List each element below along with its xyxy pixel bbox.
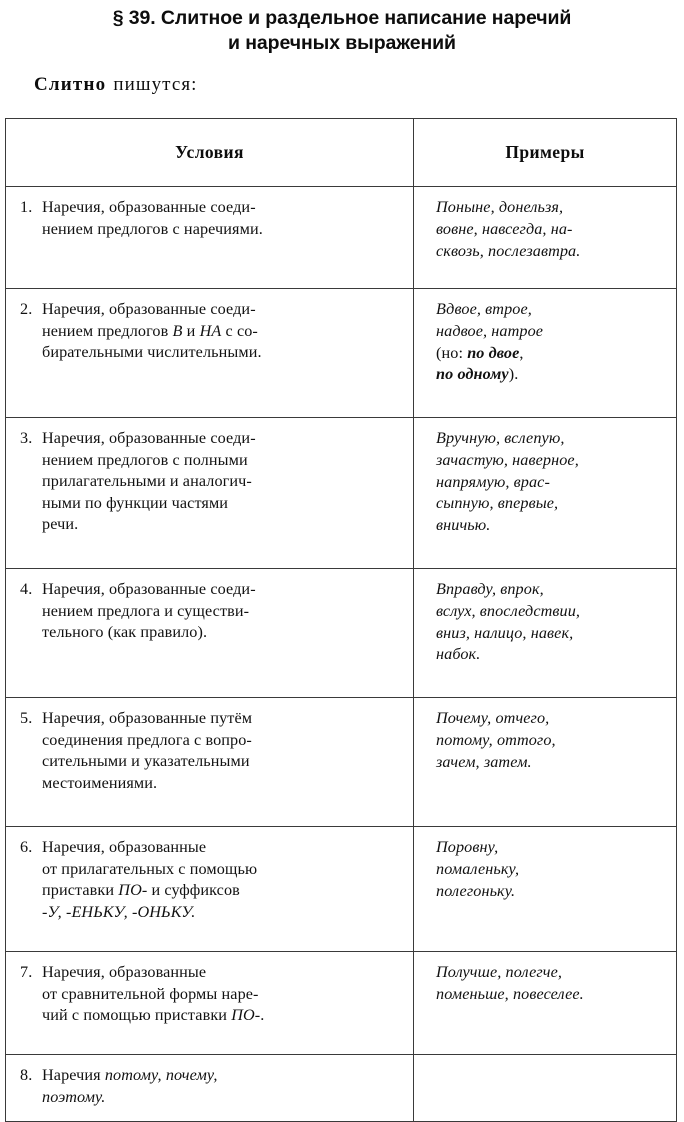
page-title-line-1: § 39. Слитное и раздельное написание наречий: [112, 7, 572, 29]
example-line: полегоньку.: [436, 881, 516, 900]
condition-line: местоимениями.: [42, 773, 158, 792]
table-row: [6, 418, 677, 569]
example-line-part: (но:: [436, 343, 468, 362]
condition-line-part: приставки: [42, 881, 119, 899]
example-line: вслух, впоследствии,: [436, 601, 581, 620]
example-line: Почему, отчего,: [436, 709, 550, 727]
example-line: [436, 364, 668, 386]
italic-token: ПО-: [118, 881, 148, 899]
example-line: сквозь, послезавтра.: [436, 241, 581, 260]
italic-token: потому, почему,: [104, 1066, 218, 1084]
example-line-part: ).: [508, 365, 519, 384]
bold-example-token: по двое: [467, 343, 520, 362]
rule-condition-cell: [6, 827, 414, 952]
example-line: Получше, полегче,: [436, 963, 563, 981]
leadin-keyword: Слитно: [34, 74, 107, 95]
document-page: [0, 6, 684, 1106]
table-header-row: [6, 119, 677, 187]
rule-number: 7.: [20, 963, 33, 981]
condition-line-part: .: [260, 1006, 265, 1024]
condition-line: нением предлога и существи-: [42, 601, 250, 620]
rule-condition-cell: [6, 418, 414, 569]
example-line: поменьше, повеселее.: [436, 984, 584, 1003]
rules-table-head: [6, 119, 677, 187]
example-line-part: ,: [519, 343, 524, 362]
example-line: Поровну,: [436, 838, 499, 856]
condition-line: сительными и указательными: [42, 752, 250, 770]
page-title: [28, 6, 656, 56]
example-line: Вдвое, втрое,: [436, 300, 532, 318]
table-row: [6, 952, 677, 1055]
rule-number: 1.: [20, 198, 33, 216]
condition-line: речи.: [42, 515, 79, 533]
example-line: потому, оттого,: [436, 730, 556, 749]
example-line: набок.: [436, 645, 481, 664]
rule-condition-text: [42, 708, 403, 794]
condition-line: [42, 1005, 403, 1027]
condition-line: нением предлогов с наречиями.: [42, 219, 263, 238]
rule-condition-cell: [6, 1055, 414, 1122]
condition-line: от сравнительной формы наре-: [42, 984, 259, 1003]
condition-line: Наречия, образованные соеди-: [42, 300, 256, 318]
condition-line: [42, 1065, 403, 1087]
leadin-rest: пишутся:: [113, 74, 198, 95]
condition-line-part: и суффиксов: [147, 881, 240, 899]
rule-condition-text: [42, 1065, 403, 1108]
table-row: [6, 187, 677, 289]
section-leadin: [34, 74, 684, 96]
example-line: вничью.: [436, 516, 491, 535]
condition-line: Наречия, образованные соеди-: [42, 429, 256, 447]
rule-examples-cell: [414, 187, 677, 289]
rule-examples-cell: [414, 289, 677, 418]
table-row: [6, 698, 677, 827]
condition-line: Наречия, образованные: [42, 838, 207, 856]
condition-line-part: Наречия: [42, 1066, 105, 1084]
rule-condition-text: [42, 837, 403, 923]
rule-examples-cell: [414, 1055, 677, 1122]
bold-example-token: по одному: [436, 365, 509, 384]
column-header-conditions: Условия: [6, 119, 414, 187]
example-line: зачем, затем.: [436, 752, 532, 771]
condition-line: [42, 880, 403, 902]
example-line: напрямую, врас-: [436, 472, 550, 491]
rule-examples-cell: [414, 827, 677, 952]
rule-number: 3.: [20, 429, 33, 447]
rule-condition-text: [42, 579, 403, 644]
example-line: вовне, навсегда, на-: [436, 219, 573, 238]
condition-line: ными по функции частями: [42, 493, 229, 512]
rule-condition-cell: [6, 952, 414, 1055]
condition-line-part: с со-: [221, 321, 258, 340]
example-line: Вправду, впрок,: [436, 580, 544, 598]
rule-examples-cell: [414, 418, 677, 569]
rule-examples-cell: [414, 952, 677, 1055]
example-line: помаленьку,: [436, 859, 520, 878]
condition-line: бирательными числительными.: [42, 343, 262, 361]
rule-number: 4.: [20, 580, 33, 598]
rule-condition-text: [42, 299, 403, 364]
italic-token: ПО-: [231, 1006, 261, 1024]
condition-line: Наречия, образованные соеди-: [42, 580, 256, 598]
rule-number: 2.: [20, 300, 33, 318]
rules-table-body: [6, 187, 677, 1122]
rules-table: [5, 118, 677, 1122]
rule-number: 6.: [20, 838, 33, 856]
condition-line: от прилагательных с помощью: [42, 859, 258, 878]
condition-line: Наречия, образованные соеди-: [42, 198, 256, 216]
rule-number: 5.: [20, 709, 33, 727]
condition-line: нением предлогов с полными: [42, 450, 248, 469]
table-row: [6, 569, 677, 698]
rule-condition-text: [42, 197, 403, 240]
condition-line: Наречия, образованные путём: [42, 709, 253, 727]
example-line: вниз, налицо, навек,: [436, 623, 574, 642]
rule-condition-text: [42, 428, 403, 536]
rule-condition-cell: [6, 187, 414, 289]
condition-line: Наречия, образованные: [42, 963, 207, 981]
rule-examples-cell: [414, 569, 677, 698]
rule-condition-cell: [6, 289, 414, 418]
condition-line: поэтому.: [42, 1087, 106, 1106]
page-title-line-2: и наречных выражений: [228, 32, 456, 54]
column-header-examples: Примеры: [414, 119, 677, 187]
condition-line: прилагательными и аналогич-: [42, 472, 252, 490]
table-row: [6, 289, 677, 418]
example-line: Вручную, вслепую,: [436, 429, 565, 447]
rule-examples-cell: [414, 698, 677, 827]
example-line: [436, 343, 668, 365]
condition-line: [42, 321, 403, 343]
rule-condition-cell: [6, 698, 414, 827]
example-line: Поныне, донельзя,: [436, 198, 564, 216]
condition-line: тельного (как правило).: [42, 623, 208, 641]
italic-token: НА: [199, 321, 222, 340]
table-row: [6, 1055, 677, 1122]
table-row: [6, 827, 677, 952]
rules-table-container: [5, 118, 676, 1122]
condition-line: соединения предлога с вопро-: [42, 730, 252, 749]
rule-number: 8.: [20, 1066, 33, 1084]
italic-token: В: [172, 321, 183, 340]
condition-line-part: и: [182, 321, 200, 340]
example-line: сыпную, впервые,: [436, 494, 559, 513]
condition-line: -У, -ЕНЬКУ, -ОНЬКУ.: [42, 902, 196, 921]
example-line: зачастую, наверное,: [436, 450, 579, 469]
rule-condition-text: [42, 962, 403, 1027]
rule-condition-cell: [6, 569, 414, 698]
example-line: надвое, натрое: [436, 321, 544, 340]
condition-line-part: нением предлогов: [42, 321, 173, 340]
condition-line-part: чий с помощью приставки: [42, 1006, 232, 1024]
